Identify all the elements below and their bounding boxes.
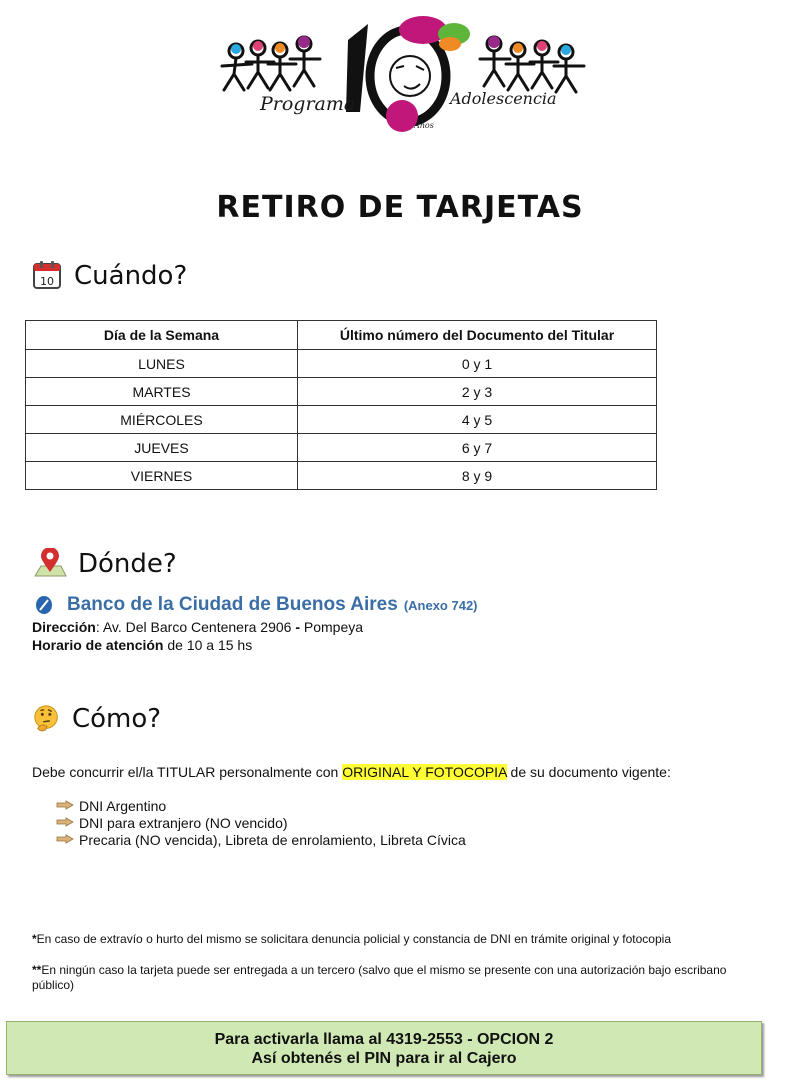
logo-word-adolescencia: Adolescencia xyxy=(450,89,557,108)
activation-line-pin: Así obtenés el PIN para ir al Cajero xyxy=(251,1050,517,1067)
day-cell: LUNES xyxy=(26,350,298,378)
day-cell: JUEVES xyxy=(26,434,298,462)
section-how xyxy=(32,704,161,734)
bank-hours xyxy=(32,637,252,653)
intro-text-after: de su documento vigente: xyxy=(506,764,671,780)
address-label: Dirección xyxy=(32,619,96,635)
activation-line-phone: Para activarla llama al 4319-2553 - OPCION 2 xyxy=(214,1031,554,1048)
map-pin-icon xyxy=(32,548,68,580)
address-area: Pompeya xyxy=(303,619,364,635)
section-when xyxy=(32,260,187,292)
footnote-text: En ningún caso la tarjeta puede ser entregada a un tercero (salvo que el mismo se presente con una autorización bajo escribano público) xyxy=(32,963,727,992)
requirements-intro xyxy=(32,764,671,780)
pointing-hand-icon xyxy=(56,800,74,811)
digits-cell: 8 y 9 xyxy=(298,462,657,490)
section-when-label: Cuándo? xyxy=(74,261,188,291)
activation-banner xyxy=(6,1021,762,1075)
table-row xyxy=(26,462,657,490)
bank-annex: (Anexo 742) xyxy=(403,597,478,613)
logo-word-anos: Años xyxy=(414,121,434,130)
documents-list xyxy=(56,797,466,848)
table-row xyxy=(26,350,657,378)
page-title: RETIRO DE TARJETAS xyxy=(216,190,584,225)
digits-cell: 4 y 5 xyxy=(298,406,657,434)
intro-text-before: Debe concurrir el/la TITULAR personalmente con xyxy=(32,764,343,780)
list-item xyxy=(56,814,466,831)
hours-value: de 10 a 15 hs xyxy=(163,637,253,653)
pointing-hand-icon xyxy=(56,817,74,828)
footnote-lost-card xyxy=(32,932,762,947)
table-row xyxy=(26,434,657,462)
address-separator: - xyxy=(291,619,304,635)
day-cell: VIERNES xyxy=(26,462,298,490)
column-header-digits: Último número del Documento del Titular xyxy=(298,321,657,350)
pointing-hand-icon xyxy=(56,834,74,845)
table-row xyxy=(26,406,657,434)
footnote-third-party xyxy=(32,963,762,993)
day-cell: MIÉRCOLES xyxy=(26,406,298,434)
section-how-label: Cómo? xyxy=(72,704,162,734)
calendar-icon xyxy=(32,260,64,292)
list-item xyxy=(56,831,466,848)
document-label: Precaria (NO vencida), Libreta de enrolamiento, Libreta Cívica xyxy=(79,831,466,848)
digits-cell: 6 y 7 xyxy=(298,434,657,462)
bank-heading xyxy=(35,594,478,616)
logo-word-programa: Programa xyxy=(260,93,356,115)
table-row xyxy=(26,378,657,406)
list-item xyxy=(56,797,466,814)
digits-cell: 2 y 3 xyxy=(298,378,657,406)
footnote-text: En caso de extravío o hurto del mismo se solicitara denuncia policial y constancia de DNI en trámite original y fotocopia xyxy=(36,932,671,946)
schedule-table xyxy=(25,320,657,490)
document-label: DNI Argentino xyxy=(79,797,167,814)
hours-label: Horario de atención xyxy=(32,637,164,653)
column-header-day: Día de la Semana xyxy=(26,321,298,350)
address-street: Av. Del Barco Centenera 2906 xyxy=(102,619,292,635)
section-where-label: Dónde? xyxy=(78,549,177,579)
digits-cell: 0 y 1 xyxy=(298,350,657,378)
bank-name: Banco de la Ciudad de Buenos Aires xyxy=(67,594,398,615)
bank-logo-icon xyxy=(35,595,53,615)
bank-address: Dirección: Av. Del Barco Centenera 2906 - Pompeya xyxy=(32,619,364,635)
schedule-header-row xyxy=(26,321,657,350)
logo-ten: 10 xyxy=(478,18,483,23)
day-cell: MARTES xyxy=(26,378,298,406)
footnote-mark: ** xyxy=(32,963,42,977)
footnote-mark: * xyxy=(32,932,37,946)
program-logo xyxy=(218,4,590,146)
thinking-face-icon xyxy=(32,704,62,734)
svg-text:10: 10 xyxy=(40,275,54,288)
document-label: DNI para extranjero (NO vencido) xyxy=(79,814,288,831)
section-where xyxy=(32,548,177,580)
intro-highlight: ORIGINAL Y FOTOCOPIA xyxy=(342,764,507,780)
